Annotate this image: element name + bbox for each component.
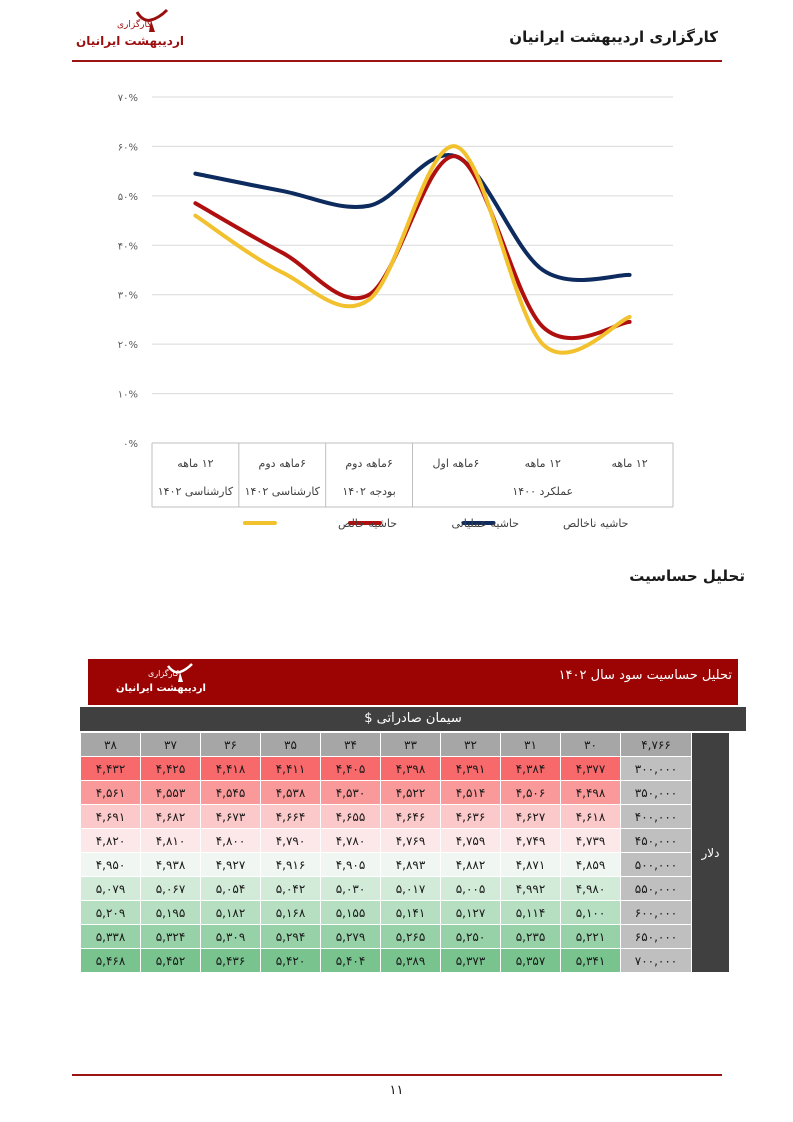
table-row: [81, 877, 730, 901]
table-cell: ۴,۴۰۵: [321, 757, 381, 781]
table-cell: ۴,۹۵۰: [81, 853, 141, 877]
table-cell: ۴,۹۹۲: [501, 877, 561, 901]
y-tick-label: ۵۰%: [117, 191, 138, 203]
series-line-2: [195, 156, 629, 338]
section-title: تحلیل حساسیت: [629, 567, 745, 585]
x-category-label: ۱۲ ماهه: [524, 457, 561, 470]
legend-label: حاشیه عملیاتی: [451, 517, 520, 530]
table-cell: ۴,۷۹۰: [261, 829, 321, 853]
table-cell: ۵,۴۳۶: [201, 949, 261, 973]
table-cell: ۴,۷۴۹: [501, 829, 561, 853]
table-cell: ۴,۳۷۷: [561, 757, 621, 781]
table-cell: ۴,۵۱۴: [441, 781, 501, 805]
table-cell: ۴,۴۲۵: [141, 757, 201, 781]
table-banner-title: تحلیل حساسیت سود سال ۱۴۰۲: [558, 668, 732, 683]
table-cell: ۵,۳۴۱: [561, 949, 621, 973]
page-number: ۱۱: [389, 1083, 404, 1098]
x-category-label: ۱۲ ماهه: [611, 457, 648, 470]
table-cell: ۴,۳۹۱: [441, 757, 501, 781]
x-category-label: ۶ماهه دوم: [345, 457, 393, 470]
column-header: ۳۳: [381, 733, 441, 757]
table-cell: ۵,۰۴۲: [261, 877, 321, 901]
table-cell: ۴,۸۸۲: [441, 853, 501, 877]
table-cell: ۴,۹۸۰: [561, 877, 621, 901]
page-header-title: کارگزاری اردیبهشت ایرانیان: [509, 28, 718, 46]
table-cell: ۵,۰۰۵: [441, 877, 501, 901]
table-cell: ۴,۸۷۱: [501, 853, 561, 877]
column-header: ۳۶: [201, 733, 261, 757]
table-row: [81, 901, 730, 925]
table-row: [81, 949, 730, 973]
table-cell: ۵,۱۰۰: [561, 901, 621, 925]
column-header: ۳۰: [561, 733, 621, 757]
x-group-label: کارشناسی ۱۴۰۲: [244, 485, 320, 498]
table-cell: ۴,۷۵۹: [441, 829, 501, 853]
x-group-label: عملکرد ۱۴۰۰: [512, 485, 574, 498]
table-cell: ۴,۵۴۵: [201, 781, 261, 805]
banner-logo-small-text: کارگزاری: [148, 669, 179, 678]
table-cell: ۵,۳۳۸: [81, 925, 141, 949]
sensitivity-table: [80, 732, 730, 973]
table-cell: ۴,۵۶۱: [81, 781, 141, 805]
table-row: [81, 781, 730, 805]
table-cell: ۵,۲۲۱: [561, 925, 621, 949]
legend-label: حاشیه ناخالص: [563, 517, 629, 530]
table-cell: ۴,۹۳۸: [141, 853, 201, 877]
table-cell: ۵,۲۹۴: [261, 925, 321, 949]
table-cell: ۴,۵۲۲: [381, 781, 441, 805]
table-banner: [88, 659, 738, 705]
table-cell: ۴,۵۳۰: [321, 781, 381, 805]
table-cell: ۵,۱۸۲: [201, 901, 261, 925]
table-cell: ۴,۴۱۱: [261, 757, 321, 781]
table-cell: ۵,۳۲۴: [141, 925, 201, 949]
row-group-label: دلار: [692, 733, 730, 973]
row-header: ۵۵۰,۰۰۰: [621, 877, 692, 901]
table-cell: ۵,۱۴۱: [381, 901, 441, 925]
table-cell: ۴,۶۷۳: [201, 805, 261, 829]
y-tick-label: ۴۰%: [117, 241, 138, 253]
table-cell: ۴,۵۵۳: [141, 781, 201, 805]
row-header: ۶۰۰,۰۰۰: [621, 901, 692, 925]
table-cell: ۴,۶۲۷: [501, 805, 561, 829]
y-tick-label: ۰%: [123, 439, 138, 450]
table-cell: ۴,۸۲۰: [81, 829, 141, 853]
footer-rule: [72, 1074, 722, 1076]
x-category-label: ۶ماهه اول: [432, 457, 480, 470]
table-row: [81, 853, 730, 877]
banner-logo-text: اردیبهشت ایرانیان: [116, 683, 206, 694]
table-cell: ۵,۰۱۷: [381, 877, 441, 901]
row-header: ۵۰۰,۰۰۰: [621, 853, 692, 877]
table-cell: ۵,۰۶۷: [141, 877, 201, 901]
table-cell: ۴,۵۳۸: [261, 781, 321, 805]
table-cell: ۵,۴۵۲: [141, 949, 201, 973]
margins-line-chart: [0, 0, 793, 560]
table-cell: ۵,۳۸۹: [381, 949, 441, 973]
table-cell: ۴,۷۸۰: [321, 829, 381, 853]
table-cell: ۴,۶۱۸: [561, 805, 621, 829]
table-cell: ۵,۳۵۷: [501, 949, 561, 973]
table-cell: ۴,۸۹۳: [381, 853, 441, 877]
table-cell: ۵,۴۰۴: [321, 949, 381, 973]
table-cell: ۴,۸۱۰: [141, 829, 201, 853]
banner-logo: [116, 663, 206, 703]
table-cell: ۵,۴۶۸: [81, 949, 141, 973]
column-header: ۳۸: [81, 733, 141, 757]
table-cell: ۴,۸۵۹: [561, 853, 621, 877]
table-cell: ۴,۴۳۲: [81, 757, 141, 781]
table-cell: ۴,۹۰۵: [321, 853, 381, 877]
table-cell: ۵,۱۶۸: [261, 901, 321, 925]
table-cell: ۵,۱۹۵: [141, 901, 201, 925]
column-header: ۳۴: [321, 733, 381, 757]
y-tick-label: ۳۰%: [117, 290, 138, 302]
table-cell: ۴,۴۹۸: [561, 781, 621, 805]
table-cell: ۴,۶۳۶: [441, 805, 501, 829]
column-header: ۳۲: [441, 733, 501, 757]
table-cell: ۵,۲۶۵: [381, 925, 441, 949]
table-cell: ۴,۳۹۸: [381, 757, 441, 781]
y-tick-label: ۷۰%: [117, 93, 138, 104]
x-group-label: بودجه ۱۴۰۲: [342, 485, 396, 498]
y-tick-label: ۲۰%: [117, 340, 138, 352]
x-group-label: کارشناسی ۱۴۰۲: [157, 485, 234, 498]
legend-label: حاشیه خالص: [337, 517, 398, 530]
column-header: ۳۷: [141, 733, 201, 757]
table-cell: ۵,۲۵۰: [441, 925, 501, 949]
logo-small-text: کارگزاری: [117, 20, 152, 30]
row-header: ۷۰۰,۰۰۰: [621, 949, 692, 973]
table-cell: ۵,۱۱۴: [501, 901, 561, 925]
row-header: ۴۵۰,۰۰۰: [621, 829, 692, 853]
y-tick-label: ۶۰%: [117, 142, 138, 154]
table-cell: ۴,۵۰۶: [501, 781, 561, 805]
table-row: [81, 805, 730, 829]
table-cell: ۵,۲۷۹: [321, 925, 381, 949]
table-cell: ۴,۸۰۰: [201, 829, 261, 853]
y-tick-label: ۱۰%: [117, 389, 138, 401]
table-header-row: [81, 733, 730, 757]
table-cell: ۵,۲۰۹: [81, 901, 141, 925]
table-cell: ۴,۶۶۴: [261, 805, 321, 829]
table-cell: ۵,۰۳۰: [321, 877, 381, 901]
table-row: [81, 829, 730, 853]
table-cell: ۴,۹۲۷: [201, 853, 261, 877]
row-header: ۳۰۰,۰۰۰: [621, 757, 692, 781]
table-cell: ۵,۳۰۹: [201, 925, 261, 949]
table-cell: ۴,۳۸۴: [501, 757, 561, 781]
table-cell: ۵,۳۷۳: [441, 949, 501, 973]
table-row: [81, 925, 730, 949]
logo-text: اردیبهشت ایرانیان: [76, 34, 184, 48]
table-cell: ۵,۲۳۵: [501, 925, 561, 949]
table-cell: ۴,۹۱۶: [261, 853, 321, 877]
row-header: ۴۰۰,۰۰۰: [621, 805, 692, 829]
table-cell: ۴,۶۸۲: [141, 805, 201, 829]
table-row: [81, 757, 730, 781]
table-cell: ۴,۶۴۶: [381, 805, 441, 829]
x-category-label: ۱۲ ماهه: [177, 457, 214, 470]
table-cell: ۴,۶۹۱: [81, 805, 141, 829]
x-category-label: ۶ماهه دوم: [258, 457, 306, 470]
table-cell: ۵,۰۷۹: [81, 877, 141, 901]
row-header: ۶۵۰,۰۰۰: [621, 925, 692, 949]
row-header: ۳۵۰,۰۰۰: [621, 781, 692, 805]
table-cell: ۵,۱۵۵: [321, 901, 381, 925]
table-group-header: سیمان صادراتی $: [80, 707, 746, 731]
corner-cell: ۴,۷۶۶: [621, 733, 692, 757]
table-cell: ۴,۶۵۵: [321, 805, 381, 829]
table-cell: ۴,۷۳۹: [561, 829, 621, 853]
table-cell: ۴,۷۶۹: [381, 829, 441, 853]
column-header: ۳۵: [261, 733, 321, 757]
column-header: ۳۱: [501, 733, 561, 757]
table-cell: ۵,۴۲۰: [261, 949, 321, 973]
table-cell: ۵,۱۲۷: [441, 901, 501, 925]
table-cell: ۵,۰۵۴: [201, 877, 261, 901]
table-cell: ۴,۴۱۸: [201, 757, 261, 781]
